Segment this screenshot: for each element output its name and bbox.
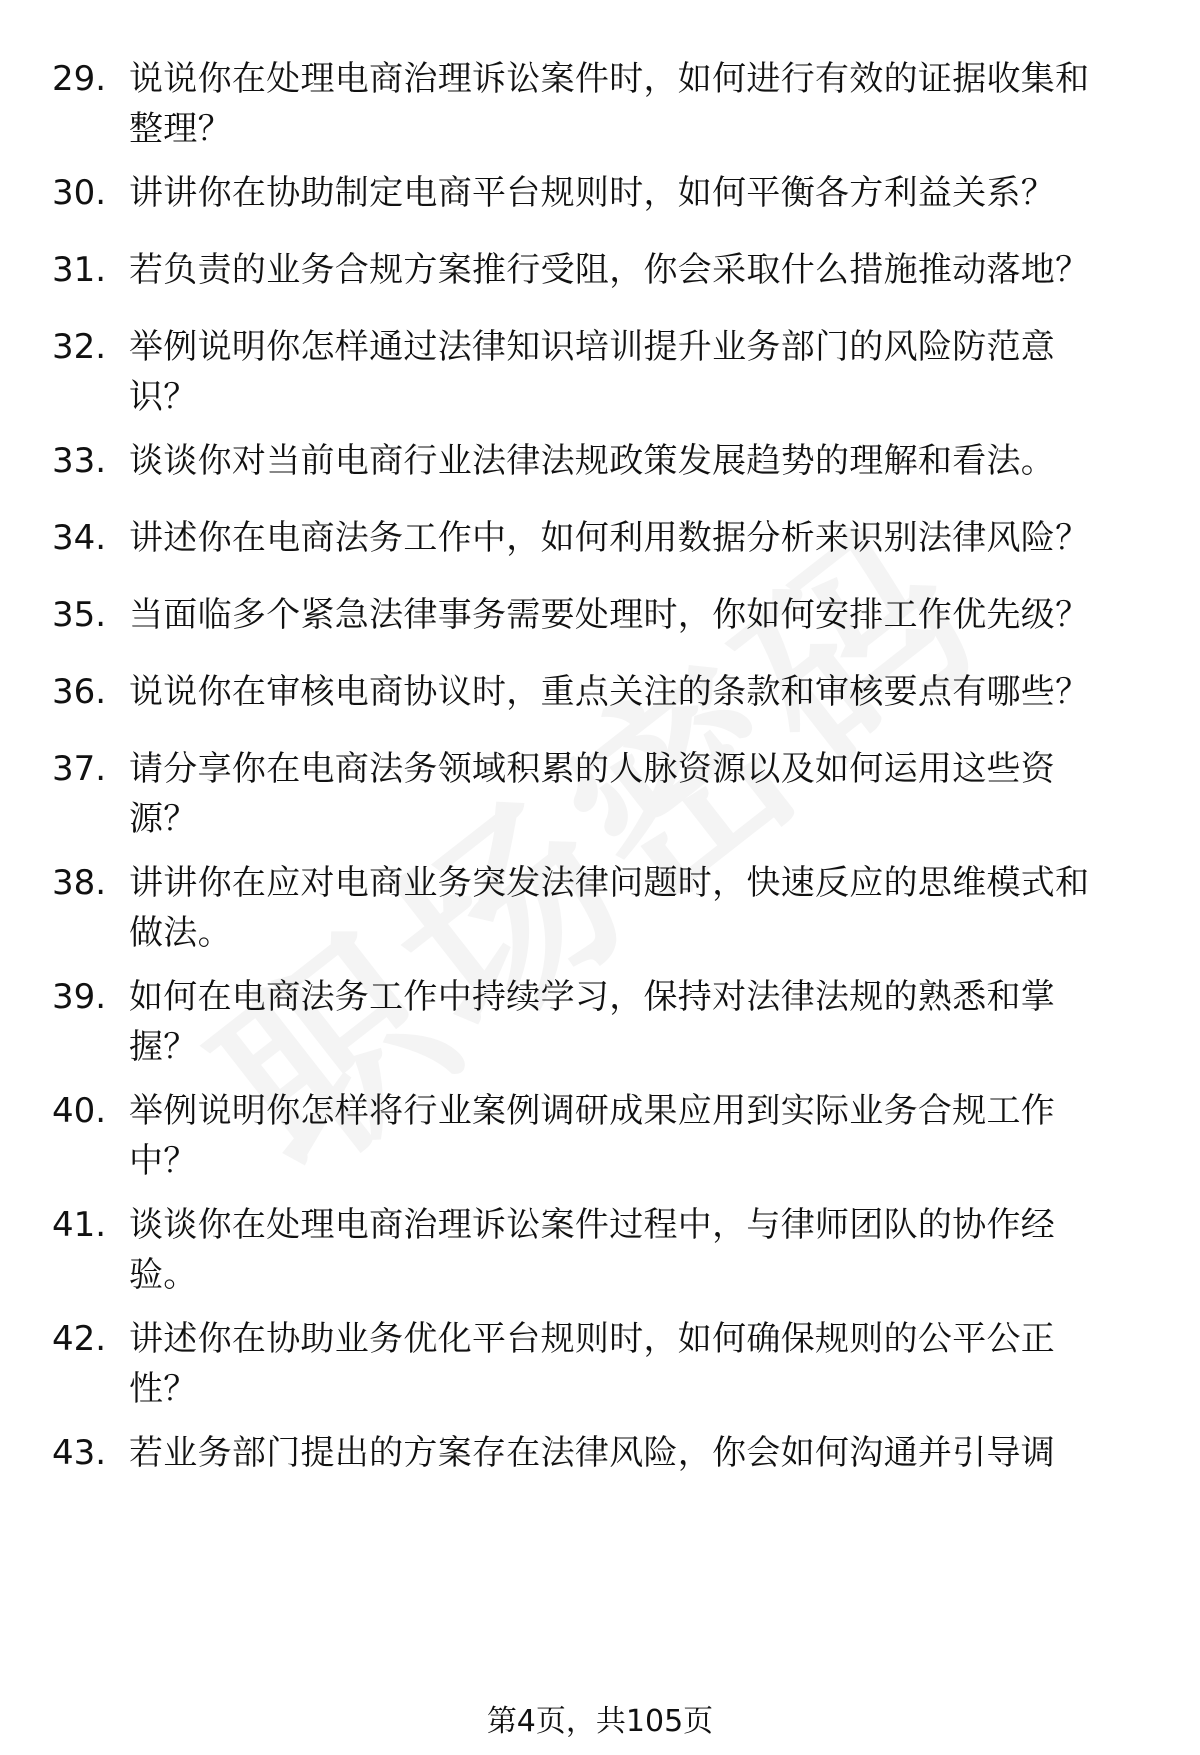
question-number: 35. xyxy=(52,595,107,635)
question-line: 讲述你在电商法务工作中，如何利用数据分析来识别法律风险？ xyxy=(129,518,1090,558)
question-number: 33. xyxy=(52,441,107,481)
question-text xyxy=(129,972,1139,1072)
question-line: 如何在电商法务工作中持续学习，保持对法律法规的熟悉和掌 xyxy=(129,977,1056,1017)
question-line: 当面临多个紧急法律事务需要处理时，你如何安排工作优先级？ xyxy=(129,595,1090,635)
question-text xyxy=(129,513,1139,563)
question-text xyxy=(129,858,1139,958)
question-line: 说说你在处理电商治理诉讼案件时，如何进行有效的证据收集和 xyxy=(129,59,1090,99)
question-number: 37. xyxy=(52,749,107,789)
question-line: 中？ xyxy=(129,1141,198,1181)
question-number: 31. xyxy=(52,250,107,290)
question-number: 34. xyxy=(52,518,107,558)
question-line: 谈谈你对当前电商行业法律法规政策发展趋势的理解和看法。 xyxy=(129,441,1056,481)
question-number: 42. xyxy=(52,1319,107,1359)
question-line: 源？ xyxy=(129,799,198,839)
question-line: 性？ xyxy=(129,1369,198,1409)
page-number-label: 第4页，共105页 xyxy=(486,1704,714,1739)
question-number: 30. xyxy=(52,173,107,213)
question-line: 举例说明你怎样将行业案例调研成果应用到实际业务合规工作 xyxy=(129,1091,1056,1131)
question-line: 若负责的业务合规方案推行受阻，你会采取什么措施推动落地？ xyxy=(129,250,1090,290)
question-text xyxy=(129,744,1139,844)
question-line: 请分享你在电商法务领域积累的人脉资源以及如何运用这些资 xyxy=(129,749,1056,789)
question-text xyxy=(129,168,1139,218)
question-number: 38. xyxy=(52,863,107,903)
question-line: 识？ xyxy=(129,377,198,417)
question-text xyxy=(129,54,1139,154)
question-number: 36. xyxy=(52,672,107,712)
question-text xyxy=(129,322,1139,422)
question-line: 做法。 xyxy=(129,913,232,953)
question-text xyxy=(129,436,1139,486)
question-number: 43. xyxy=(52,1433,107,1473)
question-number: 40. xyxy=(52,1091,107,1131)
question-text xyxy=(129,245,1139,295)
question-text xyxy=(129,1314,1139,1414)
question-number: 41. xyxy=(52,1205,107,1245)
question-text xyxy=(129,667,1139,717)
question-text xyxy=(129,1200,1139,1300)
question-text xyxy=(129,1428,1139,1478)
question-number: 39. xyxy=(52,977,107,1017)
page-footer xyxy=(0,1700,1200,1744)
question-text xyxy=(129,1086,1139,1186)
question-line: 讲述你在协助业务优化平台规则时，如何确保规则的公平公正 xyxy=(129,1319,1056,1359)
question-line: 若业务部门提出的方案存在法律风险，你会如何沟通并引导调 xyxy=(129,1433,1056,1473)
question-line: 说说你在审核电商协议时，重点关注的条款和审核要点有哪些？ xyxy=(129,672,1090,712)
question-number: 29. xyxy=(52,59,107,99)
question-line: 整理？ xyxy=(129,109,232,149)
question-line: 举例说明你怎样通过法律知识培训提升业务部门的风险防范意 xyxy=(129,327,1056,367)
question-line: 验。 xyxy=(129,1255,198,1295)
question-text xyxy=(129,590,1139,640)
question-line: 谈谈你在处理电商治理诉讼案件过程中，与律师团队的协作经 xyxy=(129,1205,1056,1245)
question-line: 讲讲你在协助制定电商平台规则时，如何平衡各方利益关系？ xyxy=(129,173,1056,213)
question-line: 握？ xyxy=(129,1027,198,1067)
question-line: 讲讲你在应对电商业务突发法律问题时，快速反应的思维模式和 xyxy=(129,863,1090,903)
question-number: 32. xyxy=(52,327,107,367)
